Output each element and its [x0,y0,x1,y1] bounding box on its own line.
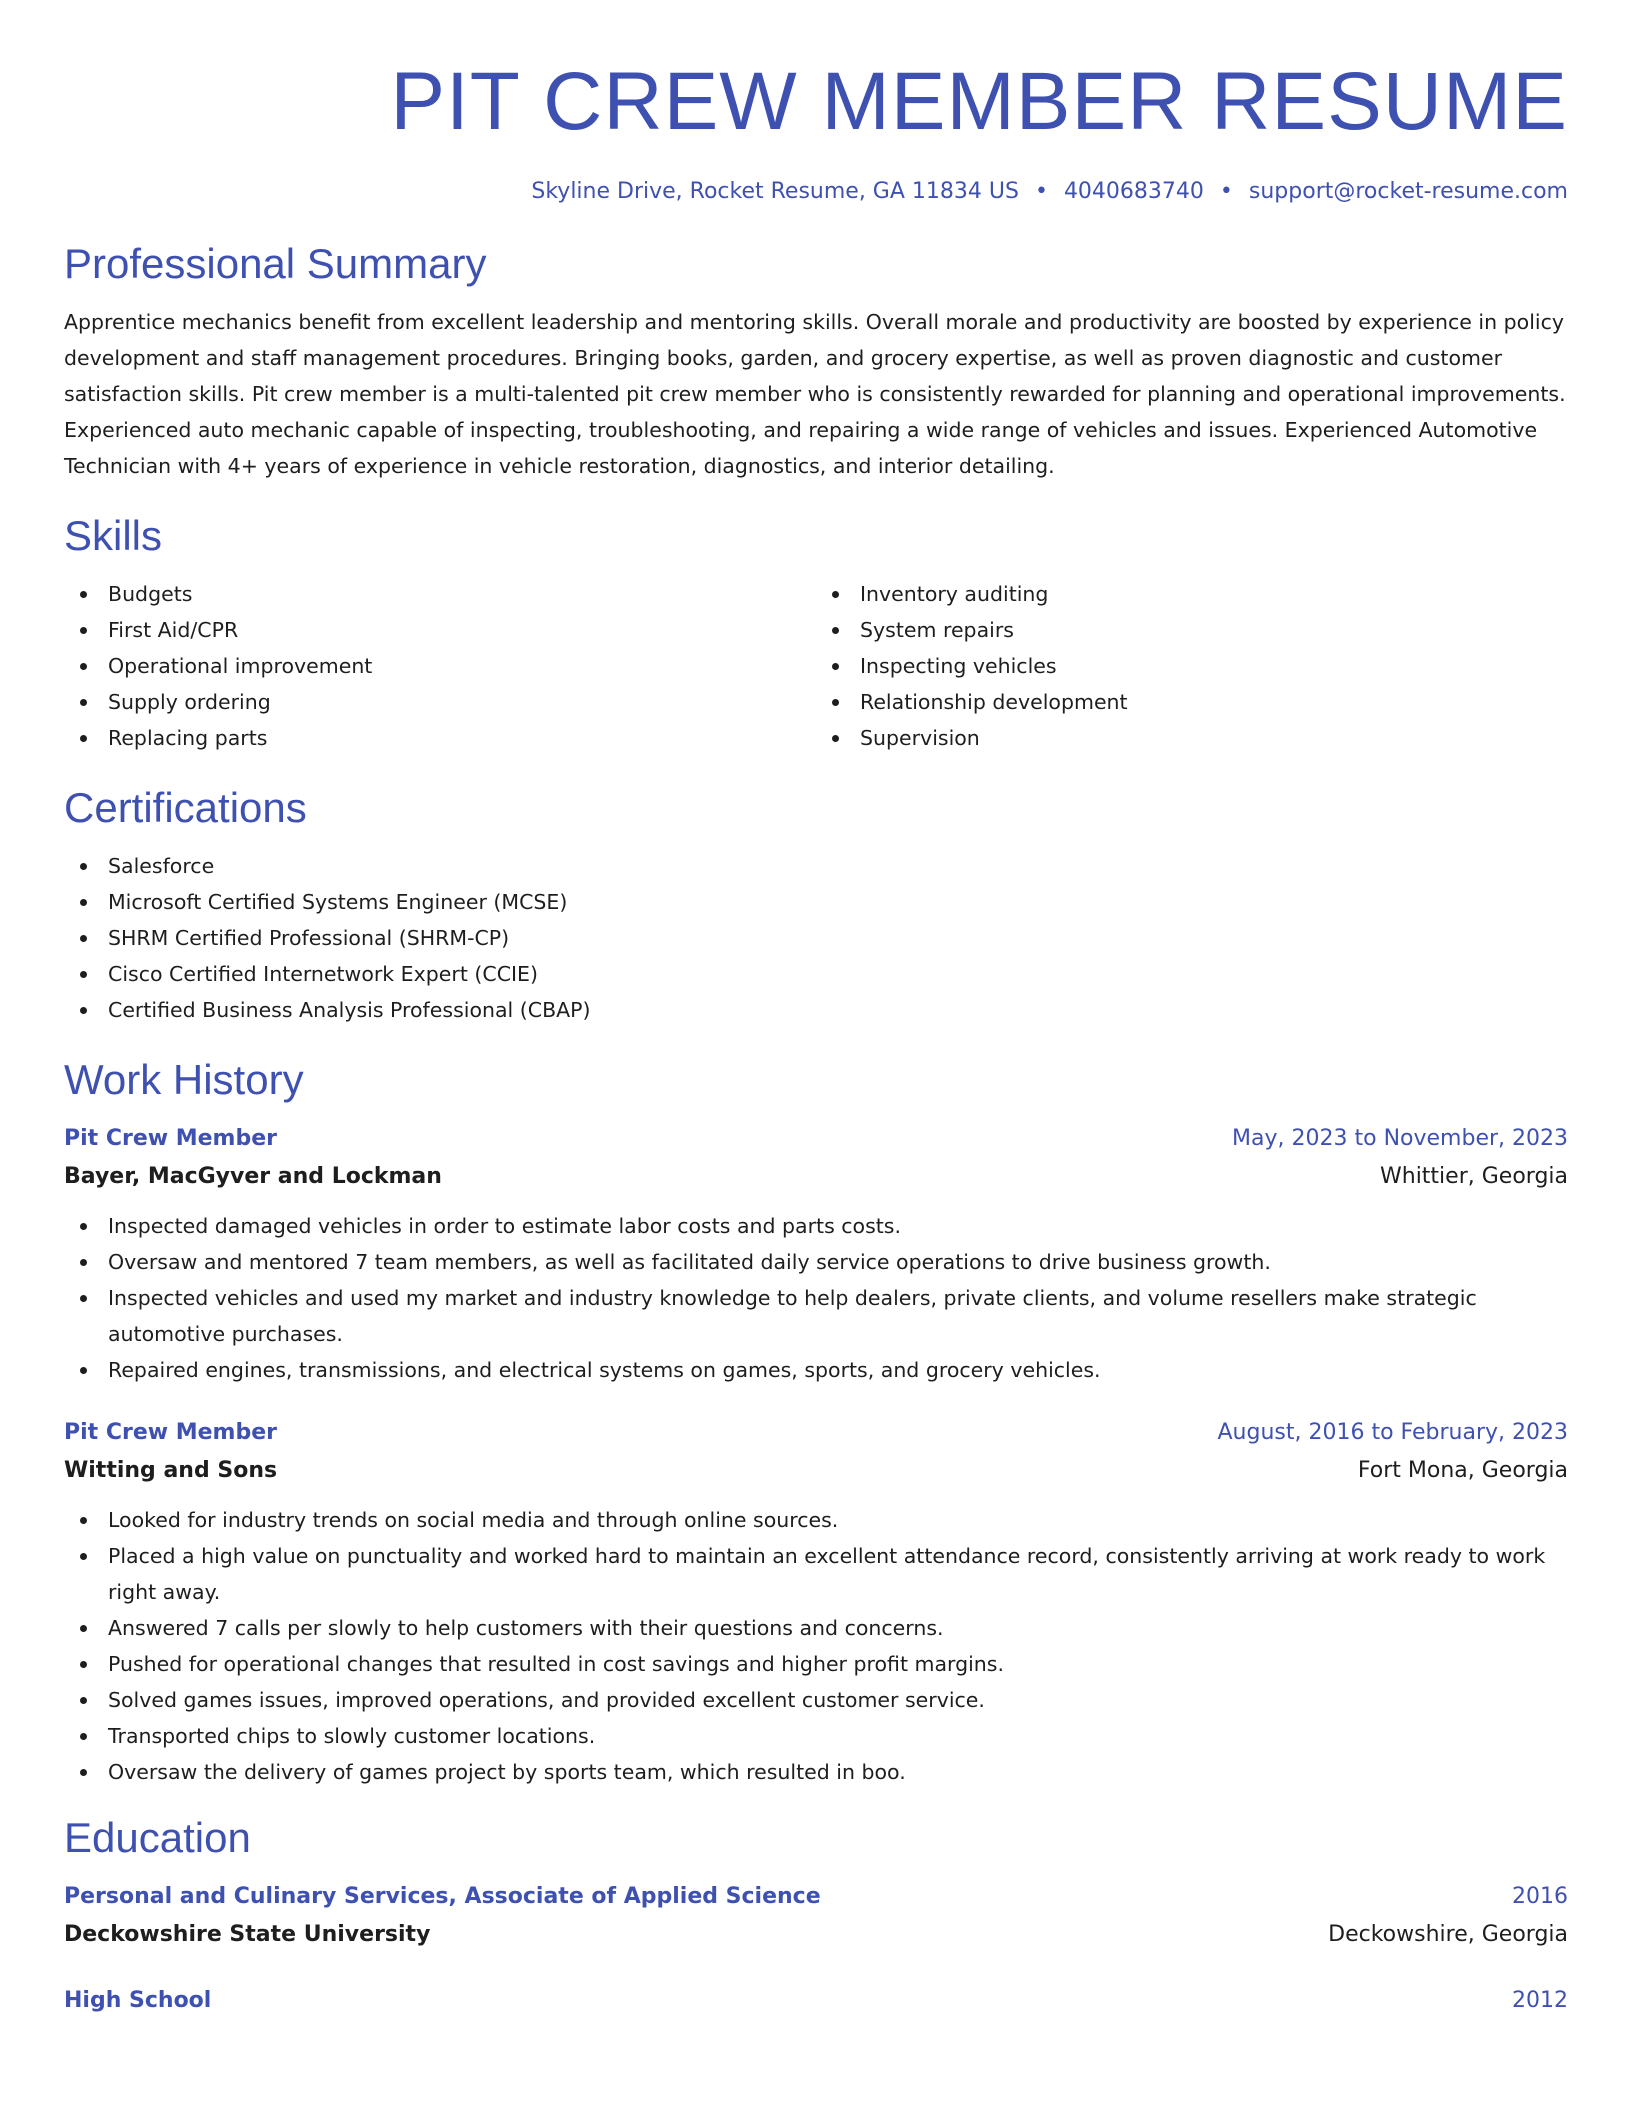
job-bullet: Inspected vehicles and used my market and industry knowledge to help dealers, private clients, and volume resellers make strategic automotive purchases. [64,1280,1568,1352]
certifications-heading: Certifications [64,784,307,831]
skill-item: Supervision [816,720,1568,756]
job-bullet: Answered 7 calls per slowly to help customers with their questions and concerns. [64,1610,1568,1646]
skill-item: Replacing parts [64,720,816,756]
skill-item: System repairs [816,612,1568,648]
job-header [64,1120,1568,1158]
skill-item: Supply ordering [64,684,816,720]
skills-columns [64,576,1568,756]
contact-separator: • [1034,179,1048,204]
education-school: Deckowshire State University [64,1922,431,1947]
job-subheader [64,1158,1568,1196]
skill-item: Budgets [64,576,816,612]
job-company: Bayer, MacGyver and Lockman [64,1164,442,1189]
skill-item: Operational improvement [64,648,816,684]
certification-item: SHRM Certified Professional (SHRM-CP) [64,920,1568,956]
contact-address: Skyline Drive, Rocket Resume, GA 11834 US [531,179,1019,204]
education-header [64,1982,1568,2020]
skills-list-right [816,576,1568,756]
job-bullets [64,1502,1568,1790]
certification-item: Certified Business Analysis Professional (CBAP) [64,992,1568,1028]
education-heading: Education [64,1814,251,1861]
education-location: Deckowshire, Georgia [1328,1922,1568,1947]
skill-item: Relationship development [816,684,1568,720]
work-history-heading: Work History [64,1056,304,1103]
skill-item: Inspecting vehicles [816,648,1568,684]
education-entry [64,1878,1568,1954]
certification-item: Microsoft Certified Systems Engineer (MCSE) [64,884,1568,920]
resume-title: PIT CREW MEMBER RESUME [390,56,1568,147]
certifications-list [64,848,1568,1028]
job-dates: August, 2016 to February, 2023 [1217,1420,1568,1445]
summary-text: Apprentice mechanics benefit from excellent leadership and mentoring skills. Overall morale and productivity are boosted by experience in policy development and staff management procedures. Bringing books, garden, and grocery expertise, as well as proven diagnostic and customer satisfaction skills. Pit crew member is a multi-talented pit crew member who is consistently rewarded for planning and operational improvements. Experienced auto mechanic capable of inspecting, troubleshooting, and repairing a wide range of vehicles and issues. Experienced Automotive Technician with 4+ years of experience in vehicle restoration, diagnostics, and interior detailing. [64,310,1566,478]
job-location: Whittier, Georgia [1380,1164,1568,1189]
skills-list-left [64,576,816,756]
job-bullets [64,1208,1568,1388]
job-bullet: Inspected damaged vehicles in order to estimate labor costs and parts costs. [64,1208,1568,1244]
job-role: Pit Crew Member [64,1126,277,1151]
job-subheader [64,1452,1568,1490]
education-year: 2016 [1512,1884,1568,1909]
skills-heading: Skills [64,512,163,559]
skill-item: First Aid/CPR [64,612,816,648]
summary-heading: Professional Summary [64,240,487,287]
education-entry [64,1982,1568,2020]
contact-phone: 4040683740 [1063,179,1204,204]
job-entry [64,1120,1568,1388]
education-degree: Personal and Culinary Services, Associate of Applied Science [64,1884,821,1909]
contact-line [64,176,1568,208]
skill-item: Inventory auditing [816,576,1568,612]
job-bullet: Repaired engines, transmissions, and electrical systems on games, sports, and grocery vehicles. [64,1352,1568,1388]
education-header [64,1878,1568,1916]
certification-item: Salesforce [64,848,1568,884]
job-bullet: Solved games issues, improved operations, and provided excellent customer service. [64,1682,1568,1718]
job-bullet: Transported chips to slowly customer locations. [64,1718,1568,1754]
job-bullet: Placed a high value on punctuality and worked hard to maintain an excellent attendance record, consistently arriving at work ready to work right away. [64,1538,1568,1610]
job-role: Pit Crew Member [64,1420,277,1445]
contact-separator: • [1219,179,1233,204]
job-dates: May, 2023 to November, 2023 [1232,1126,1568,1151]
education-subheader [64,1916,1568,1954]
job-company: Witting and Sons [64,1458,278,1483]
education-degree: High School [64,1988,212,2013]
job-location: Fort Mona, Georgia [1357,1458,1568,1483]
job-bullet: Oversaw the delivery of games project by sports team, which resulted in boo. [64,1754,1568,1790]
education-year: 2012 [1512,1988,1568,2013]
job-bullet: Pushed for operational changes that resulted in cost savings and higher profit margins. [64,1646,1568,1682]
job-bullet: Looked for industry trends on social media and through online sources. [64,1502,1568,1538]
job-entry [64,1414,1568,1790]
job-bullet: Oversaw and mentored 7 team members, as well as facilitated daily service operations to drive business growth. [64,1244,1568,1280]
job-header [64,1414,1568,1452]
contact-email[interactable]: support@rocket-resume.com [1248,179,1568,204]
certification-item: Cisco Certified Internetwork Expert (CCIE) [64,956,1568,992]
